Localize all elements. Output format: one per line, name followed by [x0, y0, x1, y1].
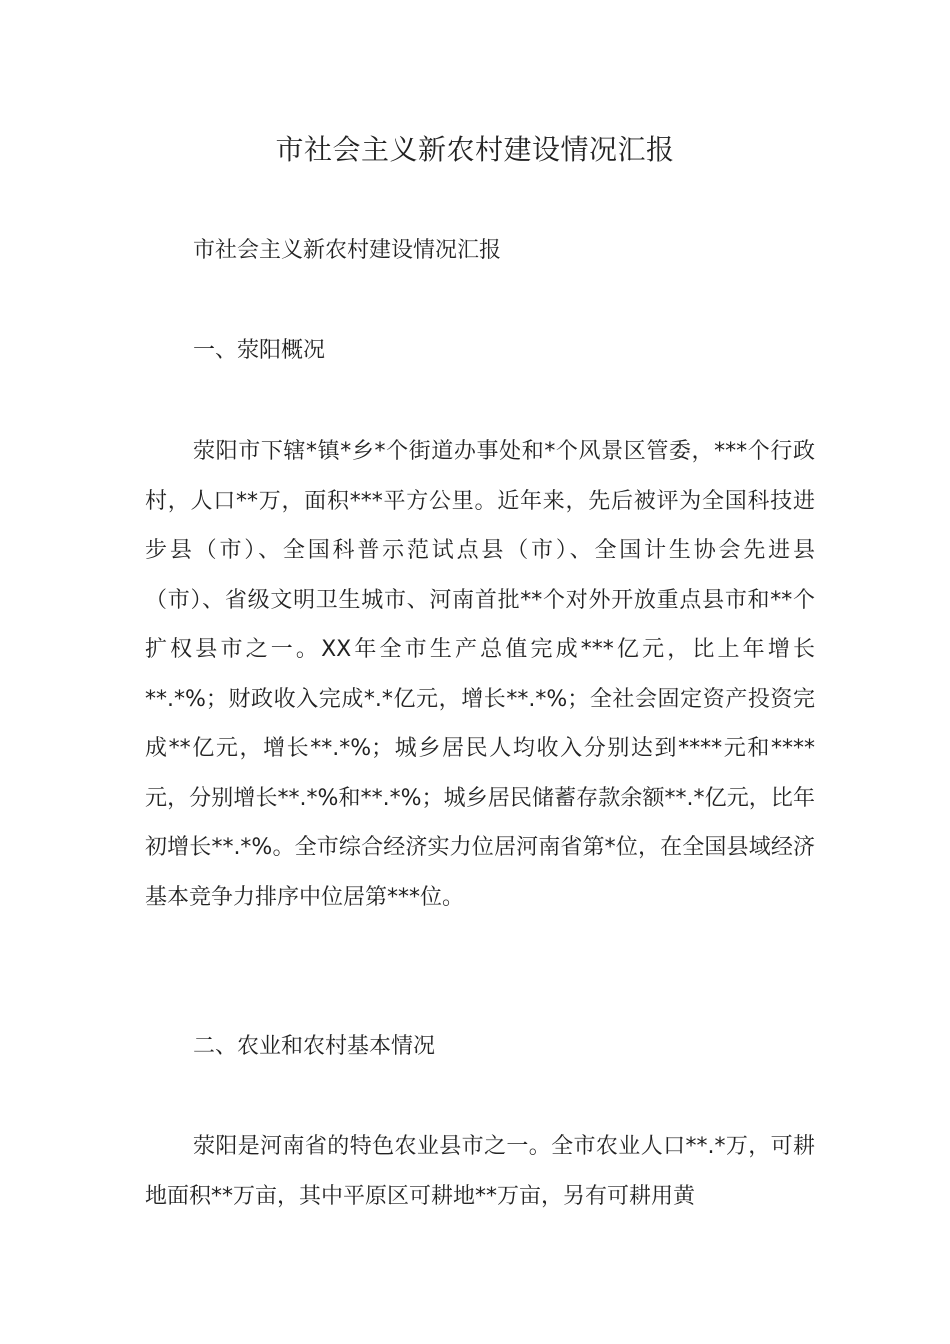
- section-heading-agriculture: 二、农业和农村基本情况: [193, 1034, 436, 1059]
- section-heading-overview: 一、荥阳概况: [193, 338, 326, 363]
- document-subtitle: 市社会主义新农村建设情况汇报: [193, 238, 502, 263]
- section-paragraph-overview: 荥阳市下辖*镇*乡*个街道办事处和*个风景区管委，***个行政村，人口**万，面积***平方公里。近年来，先后被评为全国科技进步县（市）、全国科普示范试点县（市）、全国计生协会先进县（市）、省级文明卫生城市、河南首批**个对外开放重点县市和**个扩权县市之一。XX年全市生产总值完成***亿元，比上年增长**.*%；财政收入完成*.*亿元，增长**.*%；全社会固定资产投资完成**亿元，增长**.*%；城乡居民人均收入分别达到****元和****元，分别增长**.*%和**.*%；城乡居民储蓄存款余额**.*亿元，比年初增长**.*%。全市综合经济实力位居河南省第*位，在全国县域经济基本竞争力排序中位居第***位。: [145, 439, 815, 910]
- section-paragraph-agriculture: 荥阳是河南省的特色农业县市之一。全市农业人口**.*万，可耕地面积**万亩，其中平原区可耕地**万亩，另有可耕用黄: [145, 1134, 815, 1209]
- document-title: 市社会主义新农村建设情况汇报: [275, 133, 675, 166]
